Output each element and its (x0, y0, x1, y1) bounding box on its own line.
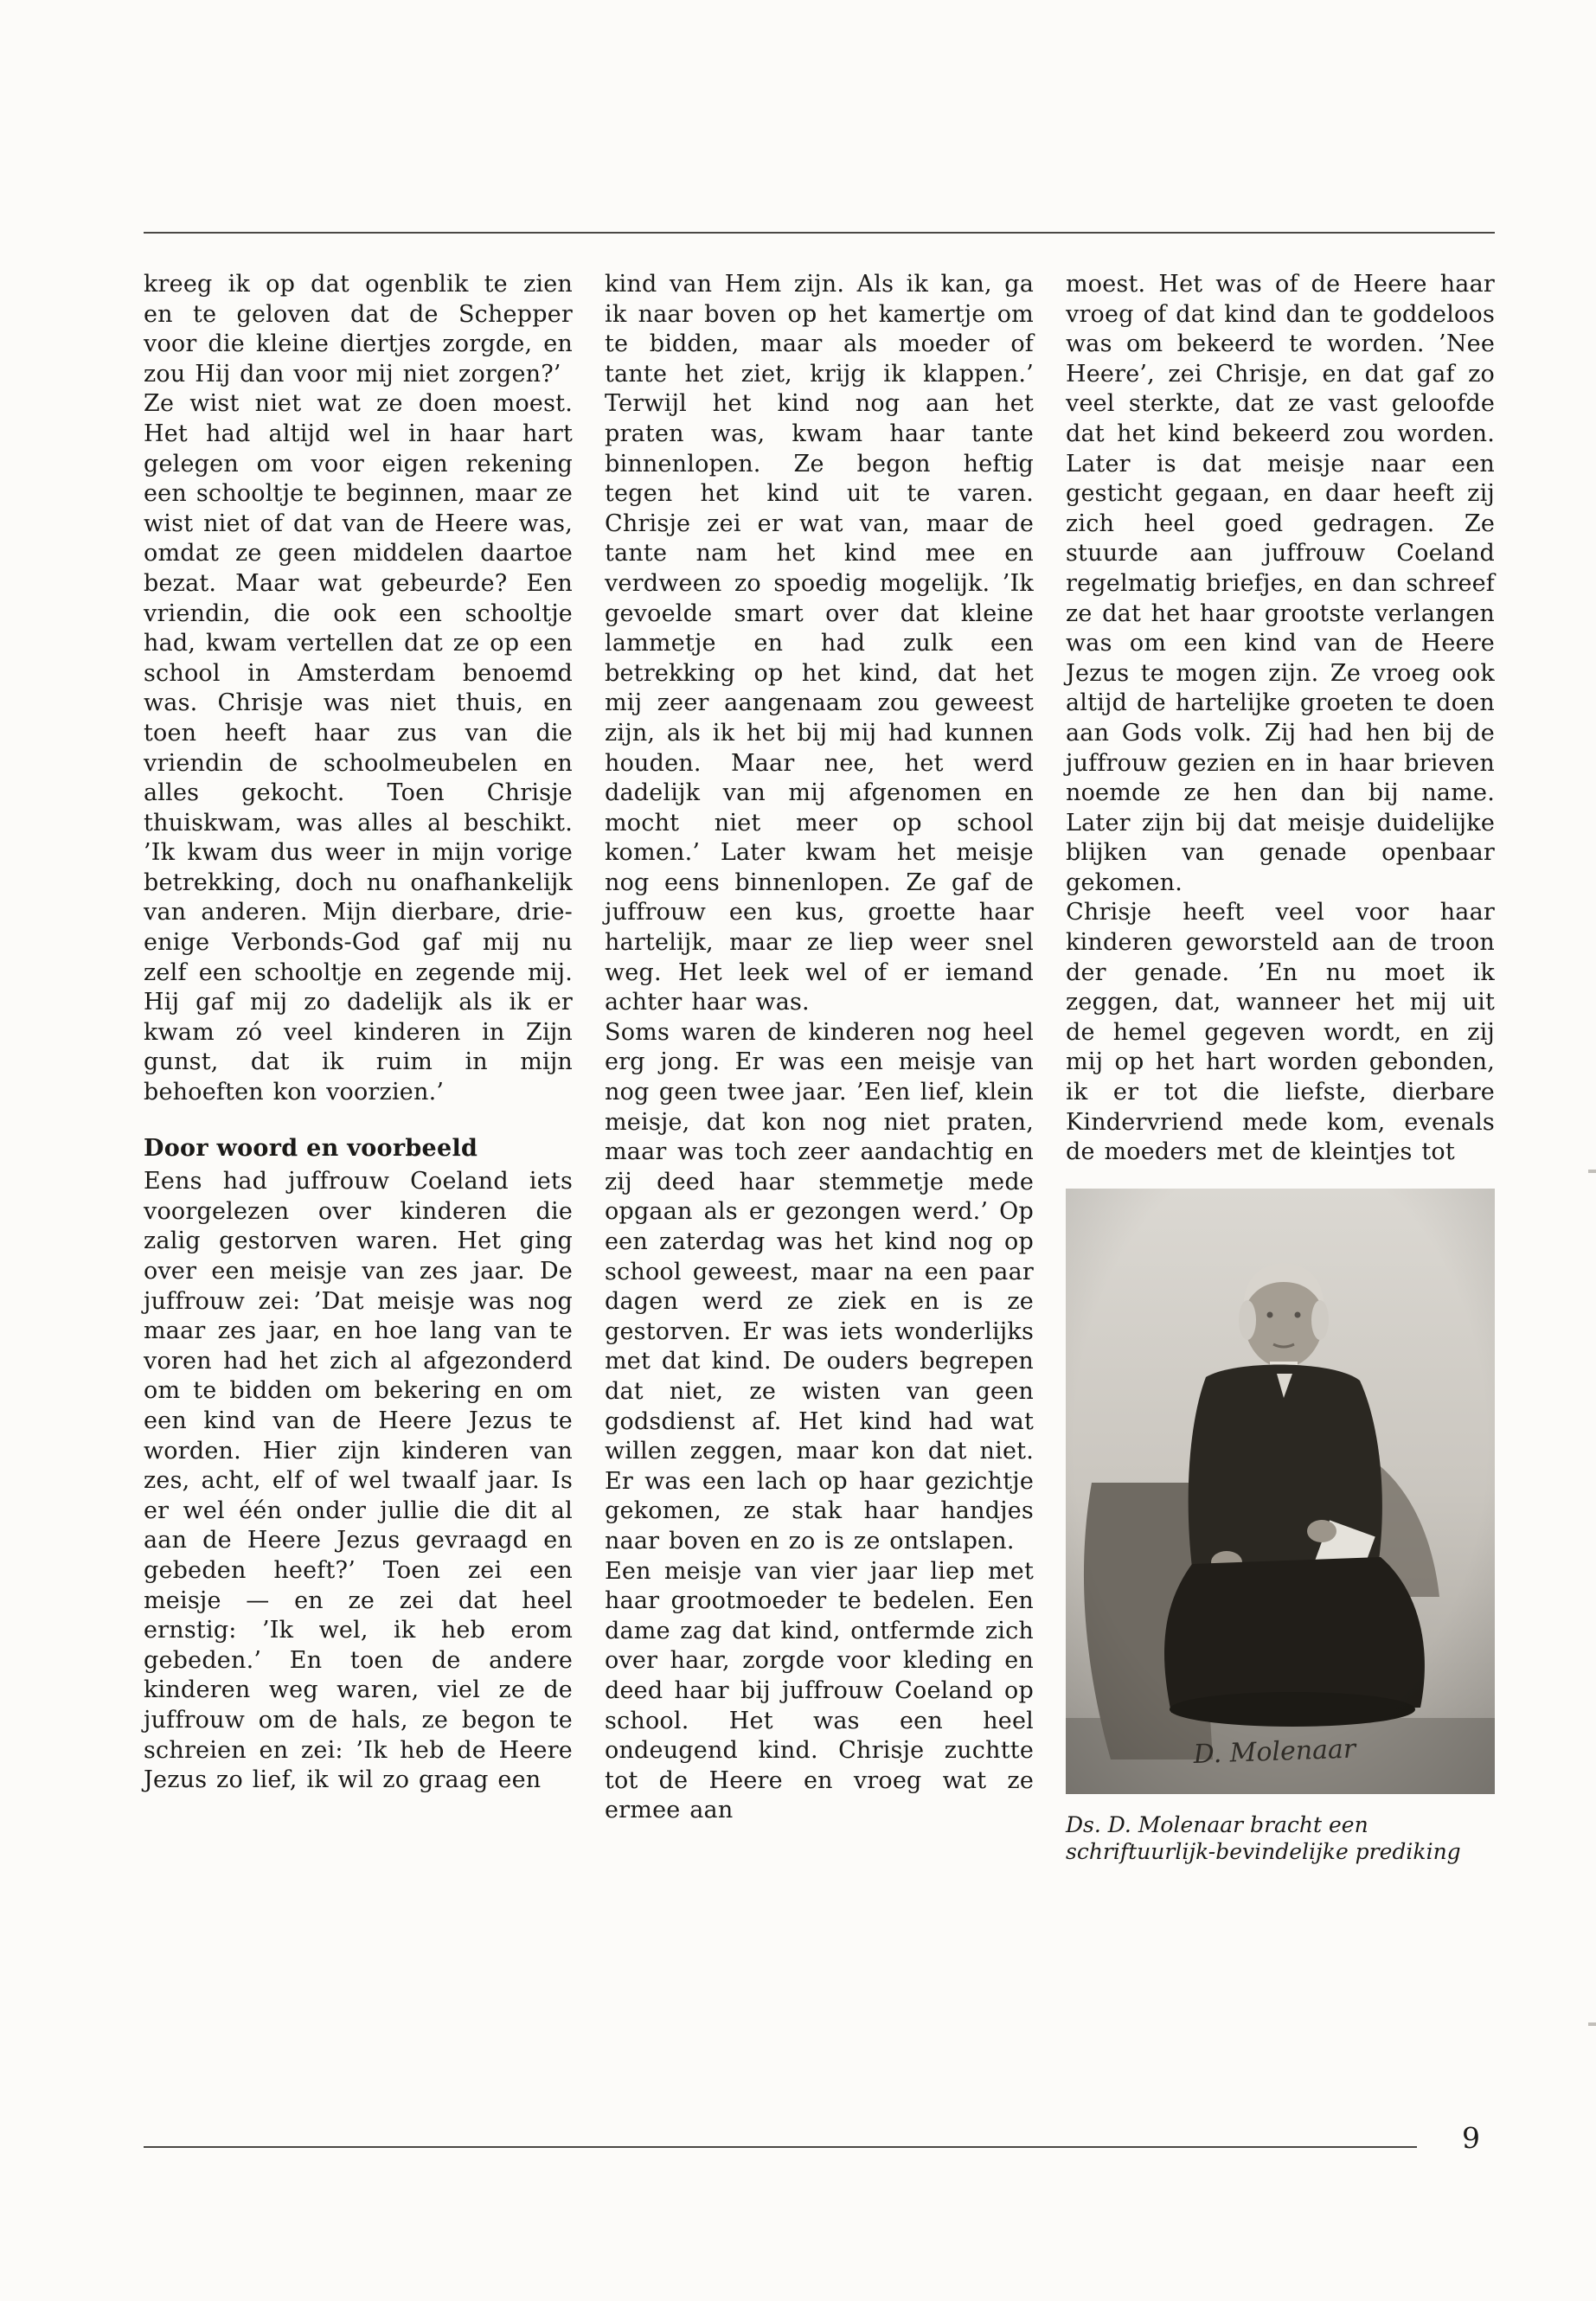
header-rule (144, 232, 1495, 234)
paragraph: moest. Het was of de Heere haar vroeg of dat kind dan te goddeloos was om bekeerd te worden. ’Nee Heere’, zei Chrisje, en dat gaf zo veel sterkte, dat ze vast geloofde dat het kind bekeerd zou worden. Later is dat meisje naar een gesticht gegaan, en daar heeft zij zich heel goed gedragen. Ze stuurde aan juffrouw Coeland regelmatig briefjes, en dan schreef ze dat het haar grootste verlangen was om een kind van de Heere Jezus te mogen zijn. Ze vroeg ook altijd de hartelijke groeten te doen aan Gods volk. Zij had hen bij de juffrouw gezien en in haar brieven noemde ze hen dan bij name. Later zijn bij dat meisje duidelijke blijken van genade openbaar gekomen. (1066, 271, 1495, 896)
page-number: 9 (1462, 2121, 1480, 2155)
paragraph: Soms waren de kinderen nog heel erg jong. Er was een meisje van nog geen twee jaar. ’Een lief, klein meisje, dat kon nog niet praten, maar was toch zeer aandachtig en zij deed haar stemmetje mede opgaan als er gezongen werd.’ Op een zaterdag was het kind nog op school geweest, maar na een paar dagen werd ze ziek en is ze gestorven. Er was iets wonderlijks met dat kind. De ouders begrepen dat niet, ze wisten van geen godsdienst af. Het kind had wat willen zeggen, maar kon dat niet. Er was een lach op haar gezichtje gekomen, ze stak haar handjes naar boven en zo is ze ontslapen. (605, 1018, 1034, 1554)
section-heading: Door woord en voorbeeld (144, 1134, 478, 1162)
paragraph: Eens had juffrouw Coeland iets voorgelezen over kinderen die zalig gestorven waren. Het ging over een meisje van zes jaar. De juffrouw zei: ’Dat meisje was nog maar zes jaar, en hoe lang van te voren had het zich al afgezonderd om te bidden om bekering en om een kind van de Heere Jezus te worden. Hier zijn kinderen van zes, acht, elf of wel twaalf jaar. Is er wel één onder jullie die dit al aan de Heere Jezus gevraagd en gebeden heeft?’ Toen zei een meisje — en ze zei dat heel ernstig: ’Ik wel, ik heb erom gebeden.’ En toen de andere kinderen weg waren, viel ze de juffrouw om de hals, ze begon te schreien en zei: ’Ik heb de Heere Jezus zo lief, ik wil zo graag een (144, 1168, 573, 1794)
paragraph: Chrisje heeft veel voor haar kinderen geworsteld aan de troon der genade. ’En nu moet ik zeggen, dat, wanneer het mij uit de hemel gegeven wordt, en zij mij op het hart worden gebonden, ik er tot die liefste, dierbare Kindervriend mede kom, evenals de moeders met de kleintjes tot (1066, 899, 1495, 1166)
paragraph: kind van Hem zijn. Als ik kan, ga ik naar boven op het kamertje om te bidden, maar als moeder of tante het ziet, krijg ik klappen.’ Terwijl het kind nog aan het praten was, kwam haar tante binnenlopen. Ze begon heftig tegen het kind uit te varen. Chrisje zei er wat van, maar de tante nam het kind mee en verdween zo spoedig mogelijk. ’Ik gevoelde smart over dat kleine lammetje en had zulk een betrekking op het kind, dat het mij zeer aangenaam zou geweest zijn, als ik het bij mij had kunnen houden. Maar nee, het werd dadelijk van mij afgenomen en mocht niet meer op school komen.’ Later kwam het meisje nog eens binnenlopen. Ze gaf de juffrouw een kus, groette haar hartelijk, maar ze liep weer snel weg. Het leek wel of er iemand achter haar was. (605, 271, 1034, 1016)
photo-caption: Ds. D. Molenaar bracht een schriftuurlijk-bevindelijke prediking (1066, 1811, 1461, 1864)
paragraph: Een meisje van vier jaar liep met haar grootmoeder te bedelen. Een dame zag dat kind, ontfermde zich over haar, zorgde voor kleding en deed haar bij juffrouw Coeland op school. Het was een heel ondeugend kind. Chrisje zuchtte tot de Heere en vroeg wat ze ermee aan (605, 1557, 1034, 1824)
text-column-3 (1066, 270, 1495, 1865)
photo-vignette (1066, 1189, 1495, 1794)
article-body (144, 270, 1495, 1865)
footer-rule (144, 2146, 1417, 2148)
paragraph: Ze wist niet wat ze doen moest. Het had altijd wel in haar hart gelegen om voor eigen rekening een schooltje te beginnen, maar ze wist niet of dat van de Heere was, omdat ze geen middelen daartoe bezat. Maar wat gebeurde? Een vriendin, die ook een schooltje had, kwam vertellen dat ze op een school in Amsterdam benoemd was. Chrisje was niet thuis, en toen heeft haar zus van die vriendin de schoolmeubelen en alles gekocht. Toen Chrisje thuiskwam, was alles al beschikt. ’Ik kwam dus weer in mijn vorige betrekking, doch nu onafhankelijk van anderen. Mijn dierbare, drie-enige Verbonds-God gaf mij nu zelf een schooltje en zegende mij. Hij gaf mij zo dadelijk als ik er kwam zó veel kinderen in Zijn gunst, dat ik ruim in mijn behoeften kon voorzien.’ (144, 390, 573, 1106)
text-column-1 (144, 270, 573, 1865)
paragraph: kreeg ik op dat ogenblik te zien en te geloven dat de Schepper voor die kleine diertjes zorgde, en zou Hij dan voor mij niet zorgen?’ (144, 271, 573, 388)
scan-artifact (1588, 1170, 1596, 1173)
portrait-figure (1066, 1189, 1495, 1865)
portrait-photo (1066, 1189, 1495, 1794)
scan-artifact (1588, 2022, 1596, 2026)
text-column-2 (605, 270, 1034, 1865)
